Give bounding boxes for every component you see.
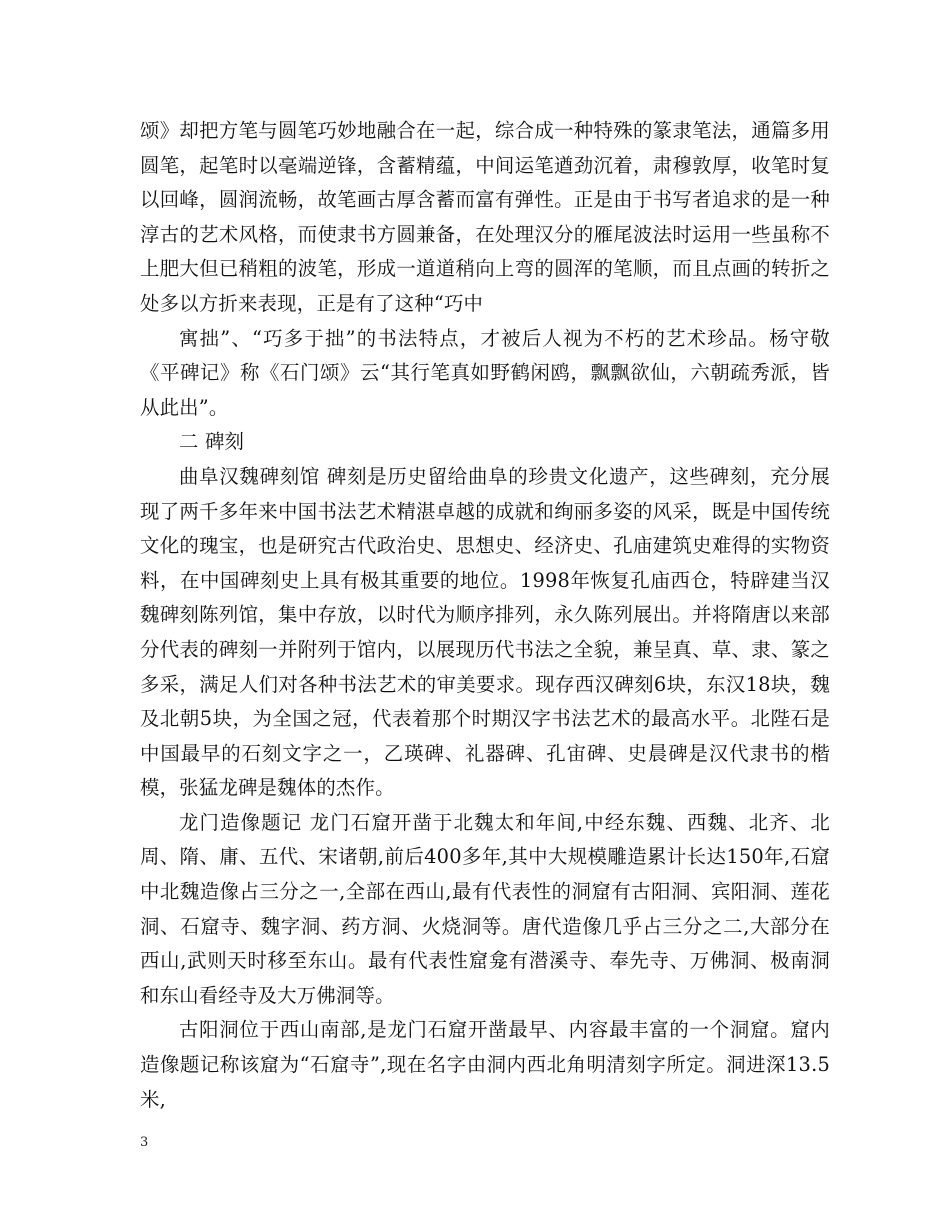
paragraph-qufu-stele-museum: 曲阜汉魏碑刻馆 碑刻是历史留给曲阜的珍贵文化遗产，这些碑刻，充分展现了两千多年来中国书法艺术精湛卓越的成就和绚丽多姿的风采，既是中国传统文化的瑰宝，也是研究古代政治史、思想史、经济史、孔庙建筑史难得的实物资料，在中国碑刻史上具有极其重要的地位。1998年恢复孔庙西仓，特辟建当汉魏碑刻陈列馆，集中存放，以时代为顺序排列，永久陈列展出。并将隋唐以来部分代表的碑刻一并附列于馆内，以展现历代书法之全貌，兼呈真、草、隶、篆之多采，满足人们对各种书法艺术的审美要求。现存西汉碑刻6块，东汉18块，魏及北朝5块，为全国之冠，代表着那个时期汉字书法艺术的最高水平。北陛石是中国最早的石刻文字之一，乙瑛碑、礼器碑、孔宙碑、史晨碑是汉代隶书的楷模，张猛龙碑是魏体的杰作。 [140, 464, 830, 800]
paragraph-longmen-inscriptions: 龙门造像题记 龙门石窟开凿于北魏太和年间,中经东魏、西魏、北齐、北周、隋、庸、五代、宋诸朝,前后400多年,其中大规模雕造累计长达150年,石窟中北魏造像占三分之一,全部在西山,最有代表性的洞窟有古阳洞、宾阳洞、莲花洞、石窟寺、魏字洞、药方洞、火烧洞等。唐代造像几乎占三分之二,大部分在西山,武则天时移至东山。最有代表性窟龛有潜溪寺、奉先寺、万佛洞、极南洞和东山看经寺及大万佛洞等。 [140, 810, 830, 1007]
page-number: 3 [140, 1135, 149, 1150]
paragraph-yang-shoujing-quote: 寓拙”、“巧多于拙”的书法特点，才被后人视为不朽的艺术珍品。杨守敬《平碑记》称《石门颂》云“其行笔真如野鹤闲鸥，飘飘欲仙，六朝疏秀派，皆从此出”。 [140, 326, 830, 419]
section-heading-stele: 二 碑刻 [179, 430, 245, 454]
body-text [140, 114, 830, 1117]
paragraph-guyang-cave: 古阳洞位于西山南部,是龙门石窟开凿最早、内容最丰富的一个洞窟。窟内造像题记称该窟为“石窟寺”,现在名字由洞内西北角明清刻字所定。洞进深13.5米, [140, 1018, 830, 1111]
paragraph-continuation: 颂》却把方笔与圆笔巧妙地融合在一起，综合成一种特殊的篆隶笔法，通篇多用圆笔，起笔时以毫端逆锋，含蓄精蕴，中间运笔遒劲沉着，肃穆敦厚，收笔时复以回峰，圆润流畅，故笔画古厚含蓄而富有弹性。正是由于书写者追求的是一种淳古的艺术风格，而使隶书方圆兼备，在处理汉分的雁尾波法时运用一些虽称不上肥大但已稍粗的波笔，形成一道道稍向上弯的圆浑的笔顺，而且点画的转折之处多以方折来表现，正是有了这种“巧中 [140, 119, 830, 315]
